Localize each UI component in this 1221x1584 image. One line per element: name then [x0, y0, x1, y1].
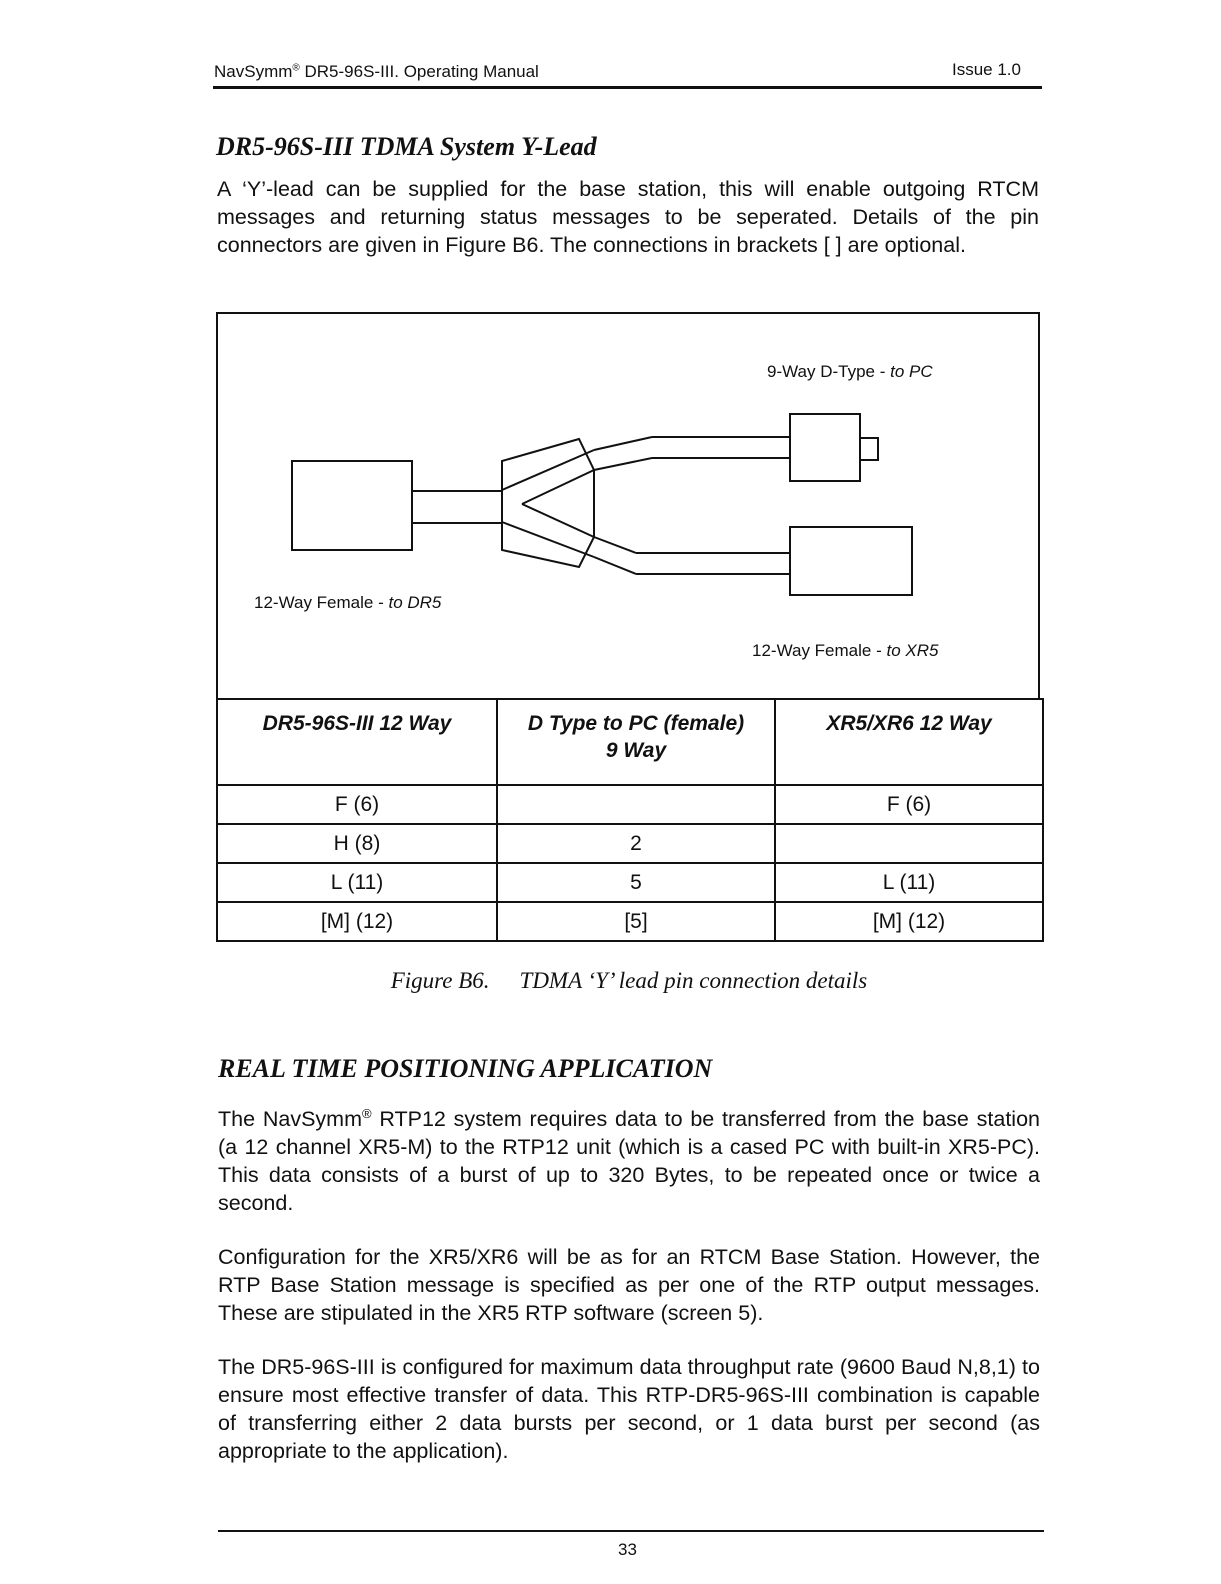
header-xr5-12-way: XR5/XR6 12 Way	[775, 699, 1043, 785]
splitter-line-upper-outer	[502, 450, 594, 490]
splitter-line-lower-outer	[502, 522, 594, 557]
dr5-connector-box	[292, 461, 412, 550]
table-cell: [M] (12)	[775, 902, 1043, 941]
table-cell: F (6)	[217, 785, 497, 824]
table-cell: L (11)	[217, 863, 497, 902]
table-cell: 2	[497, 824, 775, 863]
label-dr5-italic: to DR5	[388, 593, 442, 612]
header-issue: Issue 1.0	[952, 60, 1021, 79]
upper-cable-b1	[594, 458, 652, 470]
page-number: 33	[618, 1540, 637, 1559]
label-pc-italic: to PC	[890, 362, 933, 381]
header-divider	[213, 86, 1042, 89]
pc-d-type-connector-box	[790, 414, 860, 481]
rtp-p1-text: RTP12 system requires data to be transferred from the base station (a 12 channel XR5-M) to the RTP12 unit (which is a cased PC with built-in XR5-PC). This data consists of a burst of up to 320 Bytes, to be repeated once or twice a second.	[218, 1107, 1040, 1215]
registered-mark: ®	[361, 1105, 372, 1121]
header-d-type-line1: D Type to PC (female)	[527, 712, 745, 735]
table-row	[217, 863, 1043, 902]
table-row	[217, 824, 1043, 863]
section-heading-rtp: REAL TIME POSITIONING APPLICATION	[218, 1054, 713, 1083]
upper-cable-a1	[594, 437, 652, 450]
y-splitter-body	[502, 439, 594, 567]
footer-divider	[218, 1530, 1044, 1532]
header-d-type-line2: 9 Way	[605, 739, 667, 762]
table-cell: H (8)	[217, 824, 497, 863]
table-cell: [5]	[497, 902, 775, 941]
header-brand: NavSymm	[214, 62, 293, 81]
splitter-line-lower-inner	[522, 504, 594, 537]
header-d-type-pc	[497, 699, 775, 785]
rtp-paragraph-1	[218, 1105, 1040, 1217]
label-12-way-to-xr5	[752, 641, 938, 661]
header-manual-name: DR5-96S-III. Operating Manual	[299, 62, 539, 81]
header-title	[214, 62, 539, 82]
table-cell: L (11)	[775, 863, 1043, 902]
table-row	[217, 785, 1043, 824]
table-cell: 5	[497, 863, 775, 902]
y-lead-paragraph: A ‘Y’-lead can be supplied for the base station, this will enable outgoing RTCM messages and returning status messages to be seperated. Details of the pin connectors are given in Figure B6. The connections in brackets [ ] are optional.	[217, 177, 1039, 257]
rtp-paragraph-3: The DR5-96S-III is configured for maximum data throughput rate (9600 Baud N,8,1) to ensure most effective transfer of data. This RTP-DR5-96S-III combination is capable of transferring either 2 data bursts per second, or 1 data burst per second (as appropriate to the application).	[218, 1355, 1040, 1463]
table-cell: F (6)	[775, 785, 1043, 824]
table-header-row	[217, 699, 1043, 785]
xr5-connector-box	[790, 527, 912, 595]
label-pc-text: 9-Way D-Type -	[767, 362, 891, 381]
splitter-line-upper-inner	[522, 470, 594, 504]
table-cell	[775, 824, 1043, 863]
label-dr5-text: 12-Way Female -	[254, 593, 389, 612]
table-cell: [M] (12)	[217, 902, 497, 941]
lower-cable-b1	[594, 557, 636, 574]
header-dr5-12-way: DR5-96S-III 12 Way	[217, 699, 497, 785]
table-cell	[497, 785, 775, 824]
rtp-p1-brand: The NavSymm	[218, 1107, 362, 1131]
pin-connection-table	[216, 698, 1044, 942]
label-xr5-text: 12-Way Female -	[752, 641, 887, 660]
rtp-paragraph-2: Configuration for the XR5/XR6 will be as for an RTCM Base Station. However, the RTP Base Station message is specified as per one of the RTP output messages. These are stipulated in the XR5 RTP software (screen 5).	[218, 1245, 1040, 1325]
lower-cable-a1	[594, 537, 636, 553]
label-12-way-to-dr5	[254, 593, 441, 613]
section-heading-y-lead: DR5-96S-III TDMA System Y-Lead	[216, 132, 597, 161]
caption-text: TDMA ‘Y’ lead pin connection details	[519, 968, 868, 993]
label-xr5-italic: to XR5	[886, 641, 939, 660]
registered-mark: ®	[292, 62, 300, 74]
pc-connector-tab	[860, 438, 878, 460]
caption-label: Figure B6.	[390, 968, 490, 993]
figure-caption	[216, 968, 1042, 994]
table-row	[217, 902, 1043, 941]
label-9-way-to-pc	[767, 362, 933, 382]
